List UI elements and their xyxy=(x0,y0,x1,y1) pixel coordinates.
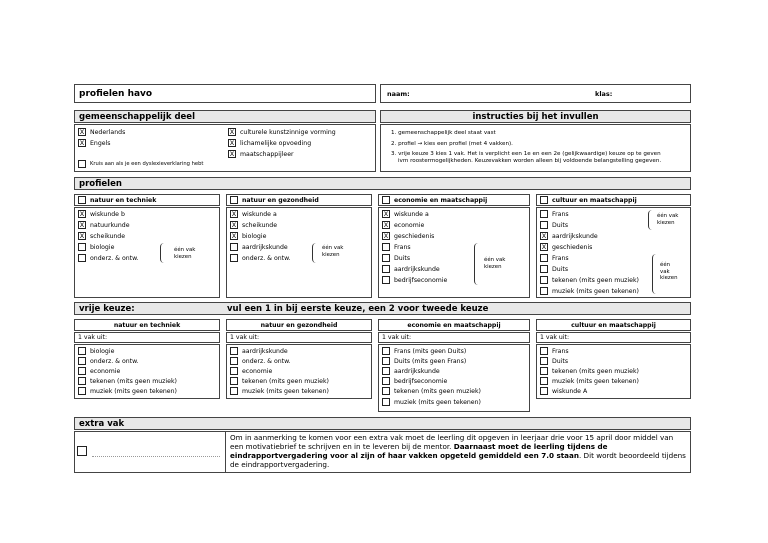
instructions-body xyxy=(380,124,691,172)
extra-title: extra vak xyxy=(79,418,125,429)
checkbox[interactable] xyxy=(540,254,548,262)
checkbox[interactable] xyxy=(382,377,390,385)
checkbox[interactable]: X xyxy=(79,139,85,147)
item-label: Nederlands xyxy=(90,128,126,136)
free-choice-subtitle: vul een 1 in bij eerste keuze, een 2 voor tweede keuze xyxy=(227,303,489,314)
profile-ng-item[interactable] xyxy=(230,243,288,251)
item-label: aardrijkskunde xyxy=(242,243,288,251)
profile-em-item[interactable] xyxy=(382,276,447,284)
checkbox[interactable] xyxy=(230,357,238,365)
checkbox[interactable] xyxy=(382,196,390,204)
profile-em-item[interactable] xyxy=(382,254,410,262)
free-nt-item[interactable] xyxy=(78,347,114,355)
checkbox[interactable] xyxy=(78,196,86,204)
dyslexia-label: Kruis aan als je een dyslexieverklaring hebt xyxy=(90,161,204,167)
checkbox[interactable] xyxy=(382,387,390,395)
dyslexia-item[interactable] xyxy=(78,160,203,168)
free-nt-item[interactable] xyxy=(78,367,120,375)
common-item-ckv[interactable] xyxy=(228,128,336,136)
item-label: wiskunde a xyxy=(242,210,277,218)
profile-nt-item[interactable] xyxy=(78,243,114,251)
item-label: Frans xyxy=(552,254,569,262)
free-cm-item[interactable] xyxy=(540,387,587,395)
profile-col-cm-header[interactable] xyxy=(536,194,691,206)
checkbox[interactable] xyxy=(78,243,86,251)
item-label: wiskunde A xyxy=(552,387,588,395)
profile-col-ng-header[interactable] xyxy=(226,194,372,206)
instructions-title: instructies bij het invullen xyxy=(472,111,599,122)
item-label: tekenen (mits geen muziek) xyxy=(394,387,481,395)
item-label: economie xyxy=(242,367,273,375)
checkbox[interactable] xyxy=(382,367,390,375)
item-label: tekenen (mits geen muziek) xyxy=(90,377,177,385)
checkbox[interactable] xyxy=(540,387,548,395)
column-name: economie en maatschappij xyxy=(407,321,501,329)
item-label: tekenen (mits geen muziek) xyxy=(552,367,639,375)
profile-nt-item[interactable] xyxy=(78,221,130,229)
instruction-line-2: 2. profiel → kies een profiel (met 4 vakken). xyxy=(391,141,513,147)
page-title: profielen havo xyxy=(79,88,153,99)
checkbox[interactable] xyxy=(540,265,548,273)
choose-one-note: één vak kiezen xyxy=(322,245,344,258)
brace xyxy=(160,243,165,263)
checkbox[interactable] xyxy=(540,377,548,385)
item-label: muziek (mits geen tekenen) xyxy=(242,387,329,395)
instruction-line-1: 1. gemeenschappelijk deel staat vast xyxy=(391,130,496,136)
free-col-em-header xyxy=(378,319,530,331)
brace xyxy=(652,254,657,294)
column-name: cultuur en maatschappij xyxy=(552,196,637,204)
profile-cm-item[interactable] xyxy=(540,287,639,295)
item-label: Duits (mits geen Frans) xyxy=(394,357,467,365)
profile-em-item[interactable] xyxy=(382,232,434,240)
free-ng-item[interactable] xyxy=(230,367,272,375)
free-em-item[interactable] xyxy=(382,377,447,385)
column-name: cultuur en maatschappij xyxy=(571,321,656,329)
checkbox[interactable]: X xyxy=(229,139,235,147)
checkbox[interactable] xyxy=(540,196,548,204)
checkbox[interactable]: X xyxy=(541,243,547,251)
instructions-header xyxy=(380,110,691,123)
column-name: natuur en gezondheid xyxy=(260,321,338,329)
free-col-cm-header xyxy=(536,319,691,331)
item-label: geschiedenis xyxy=(394,232,435,240)
extra-text-a: Om in aanmerking te komen voor een extra vak moet de leerling dit opgeven in leerjaar drie voor 15 april door middel van een motivatiebrief te schrijven en in te leveren bij de mentor. xyxy=(230,433,674,451)
item-label: Duits xyxy=(552,357,569,365)
extra-line xyxy=(92,456,220,457)
free-nt-item[interactable] xyxy=(78,387,177,395)
checkbox[interactable] xyxy=(230,347,238,355)
checkbox[interactable] xyxy=(230,196,238,204)
free-nt-item[interactable] xyxy=(78,377,177,385)
item-label: onderz. & ontw. xyxy=(242,357,291,365)
name-label: naam: xyxy=(387,90,410,98)
checkbox[interactable] xyxy=(78,357,86,365)
checkbox[interactable] xyxy=(540,276,548,284)
item-label: culturele kunstzinnige vorming xyxy=(240,128,336,136)
profile-ng-item[interactable] xyxy=(230,232,266,240)
profile-nt-item[interactable] xyxy=(78,210,125,218)
choose-one-note: één vak kiezen xyxy=(484,257,506,270)
profile-nt-item[interactable] xyxy=(78,254,139,262)
checkbox[interactable] xyxy=(382,398,390,406)
item-label: tekenen (mits geen muziek) xyxy=(552,276,639,284)
profile-cm-item[interactable] xyxy=(540,265,568,273)
checkbox[interactable] xyxy=(540,210,548,218)
item-label: aardrijkskunde xyxy=(552,232,598,240)
free-cm-item[interactable] xyxy=(540,377,639,385)
free-cm-item[interactable] xyxy=(540,357,568,365)
checkbox[interactable]: X xyxy=(383,221,389,229)
free-em-item[interactable] xyxy=(382,387,481,395)
free-choice-header xyxy=(74,302,691,315)
item-label: Duits xyxy=(394,254,411,262)
one-subject-label: 1 vak uit: xyxy=(74,332,220,343)
checkbox[interactable] xyxy=(540,221,548,229)
class-label: klas: xyxy=(595,90,613,98)
free-cm-item[interactable] xyxy=(540,367,639,375)
free-choice-title: vrije keuze: xyxy=(79,303,135,314)
column-name: economie en maatschappij xyxy=(394,196,488,204)
checkbox[interactable] xyxy=(78,367,86,375)
common-item-maatschappijleer[interactable] xyxy=(228,150,294,158)
profile-cm-item[interactable] xyxy=(540,210,569,218)
checkbox[interactable] xyxy=(382,276,390,284)
checkbox[interactable] xyxy=(230,377,238,385)
checkbox[interactable]: X xyxy=(383,210,389,218)
item-label: bedrijfseconomie xyxy=(394,377,448,385)
item-label: aardrijkskunde xyxy=(394,265,440,273)
checkbox[interactable] xyxy=(540,357,548,365)
profile-em-item[interactable] xyxy=(382,243,411,251)
checkbox[interactable] xyxy=(540,347,548,355)
free-ng-item[interactable] xyxy=(230,377,329,385)
checkbox[interactable]: X xyxy=(79,221,85,229)
checkbox[interactable]: X xyxy=(231,232,237,240)
item-label: onderz. & ontw. xyxy=(242,254,291,262)
column-name: natuur en techniek xyxy=(90,196,157,204)
profile-nt-item[interactable] xyxy=(78,232,125,240)
profile-cm-item[interactable] xyxy=(540,276,639,284)
profile-cm-item[interactable] xyxy=(540,221,568,229)
common-title: gemeenschappelijk deel xyxy=(79,111,195,122)
common-item-nederlands[interactable] xyxy=(78,128,125,136)
item-label: Engels xyxy=(90,139,111,147)
item-label: muziek (mits geen tekenen) xyxy=(552,287,639,295)
profiles-header xyxy=(74,177,691,190)
item-label: aardrijkskunde xyxy=(242,347,288,355)
item-label: onderz. & ontw. xyxy=(90,254,139,262)
checkbox[interactable] xyxy=(540,287,548,295)
checkbox[interactable] xyxy=(78,377,86,385)
instruction-line-3: 3. vrije keuze 3 kies 1 vak. Het is verplicht een 1e en een 2e (gelijkwaardige) keuze op te geven xyxy=(391,151,661,157)
item-label: biologie xyxy=(90,243,115,251)
item-label: Frans xyxy=(552,347,569,355)
dyslexia-checkbox[interactable] xyxy=(78,160,86,168)
checkbox[interactable]: X xyxy=(541,232,547,240)
item-label: wiskunde b xyxy=(90,210,125,218)
checkbox[interactable]: X xyxy=(231,210,237,218)
instruction-line-4: ivm roostermogelijkheden. Keuzevakken worden alleen bij voldoende belangstelling gegeven. xyxy=(398,158,662,164)
checkbox[interactable]: X xyxy=(79,128,85,136)
item-label: wiskunde a xyxy=(394,210,429,218)
profile-ng-item[interactable] xyxy=(230,210,277,218)
common-item-engels[interactable] xyxy=(78,139,111,147)
free-ng-item[interactable] xyxy=(230,357,291,365)
item-label: lichamelijke opvoeding xyxy=(240,139,312,147)
brace xyxy=(648,210,653,230)
checkbox[interactable]: X xyxy=(229,128,235,136)
item-label: biologie xyxy=(242,232,267,240)
item-label: bedrijfseconomie xyxy=(394,276,448,284)
item-label: Duits xyxy=(552,265,569,273)
profile-col-nt-header[interactable] xyxy=(74,194,220,206)
column-name: natuur en techniek xyxy=(113,321,181,329)
brace xyxy=(312,243,317,263)
profile-ng-item[interactable] xyxy=(230,254,291,262)
item-label: Duits xyxy=(552,221,569,229)
free-ng-item[interactable] xyxy=(230,347,288,355)
profile-cm-item[interactable] xyxy=(540,254,569,262)
checkbox[interactable] xyxy=(78,347,86,355)
free-col-nt-header xyxy=(74,319,220,331)
free-em-item[interactable] xyxy=(382,347,466,355)
item-label: tekenen (mits geen muziek) xyxy=(242,377,329,385)
choose-one-note: één vak kiezen xyxy=(660,262,678,281)
item-label: biologie xyxy=(90,347,115,355)
profile-ng-item[interactable] xyxy=(230,221,277,229)
checkbox[interactable]: X xyxy=(231,221,237,229)
checkbox[interactable] xyxy=(78,254,86,262)
common-header xyxy=(74,110,376,123)
common-item-lo[interactable] xyxy=(228,139,311,147)
profile-em-item[interactable] xyxy=(382,265,440,273)
free-nt-item[interactable] xyxy=(78,357,139,365)
profiles-title: profielen xyxy=(79,178,122,189)
extra-text xyxy=(230,433,688,469)
checkbox[interactable]: X xyxy=(79,232,85,240)
brace xyxy=(474,243,479,285)
free-em-item[interactable] xyxy=(382,357,466,365)
extra-checkbox[interactable] xyxy=(77,446,87,456)
profile-em-item[interactable] xyxy=(382,210,429,218)
item-label: maatschappijleer xyxy=(240,150,294,158)
name-class-box xyxy=(380,84,691,103)
item-label: Frans xyxy=(394,243,411,251)
one-subject-label: 1 vak uit: xyxy=(226,332,372,343)
item-label: muziek (mits geen tekenen) xyxy=(90,387,177,395)
free-em-item[interactable] xyxy=(382,398,481,406)
item-label: economie xyxy=(394,221,425,229)
one-subject-label: 1 vak uit: xyxy=(536,332,691,343)
column-name: natuur en gezondheid xyxy=(242,196,319,204)
item-label: geschiedenis xyxy=(552,243,593,251)
item-label: muziek (mits geen tekenen) xyxy=(552,377,639,385)
extra-checkbox-cell xyxy=(74,431,226,473)
item-label: Frans (mits geen Duits) xyxy=(394,347,467,355)
free-em-item[interactable] xyxy=(382,367,440,375)
checkbox[interactable] xyxy=(382,265,390,273)
item-label: onderz. & ontw. xyxy=(90,357,139,365)
checkbox[interactable] xyxy=(230,367,238,375)
item-label: natuurkunde xyxy=(90,221,130,229)
checkbox[interactable]: X xyxy=(229,150,235,158)
extra-header xyxy=(74,417,691,430)
profile-cm-item[interactable] xyxy=(540,232,598,240)
checkbox[interactable]: X xyxy=(79,210,85,218)
checkbox[interactable] xyxy=(230,243,238,251)
profile-em-item[interactable] xyxy=(382,221,424,229)
choose-one-note: één vak kiezen xyxy=(174,247,196,260)
checkbox[interactable] xyxy=(382,243,390,251)
free-ng-item[interactable] xyxy=(230,387,329,395)
profile-col-em-header[interactable] xyxy=(378,194,530,206)
checkbox[interactable] xyxy=(78,387,86,395)
checkbox[interactable] xyxy=(382,347,390,355)
free-col-ng-header xyxy=(226,319,372,331)
item-label: economie xyxy=(90,367,121,375)
item-label: muziek (mits geen tekenen) xyxy=(394,398,481,406)
checkbox[interactable] xyxy=(382,254,390,262)
free-cm-item[interactable] xyxy=(540,347,569,355)
checkbox[interactable] xyxy=(540,367,548,375)
checkbox[interactable] xyxy=(230,254,238,262)
item-label: scheikunde xyxy=(242,221,278,229)
one-subject-label: 1 vak uit: xyxy=(378,332,530,343)
checkbox[interactable]: X xyxy=(383,232,389,240)
title-box xyxy=(74,84,376,103)
item-label: aardrijkskunde xyxy=(394,367,440,375)
extra-text-c: . Dit wordt beoordeeld tijdens de eindrapportvergadering. xyxy=(230,451,686,469)
profile-cm-item[interactable] xyxy=(540,243,592,251)
item-label: scheikunde xyxy=(90,232,126,240)
checkbox[interactable] xyxy=(230,387,238,395)
item-label: Frans xyxy=(552,210,569,218)
checkbox[interactable] xyxy=(382,357,390,365)
extra-text-bold: Daarnaast moet de leerling tijdens de eindrapportvergadering voor al zijn of haar vakken opgeteld gemiddeld een 7.0 staan xyxy=(230,442,608,460)
choose-one-note: één vak kiezen xyxy=(657,213,679,226)
